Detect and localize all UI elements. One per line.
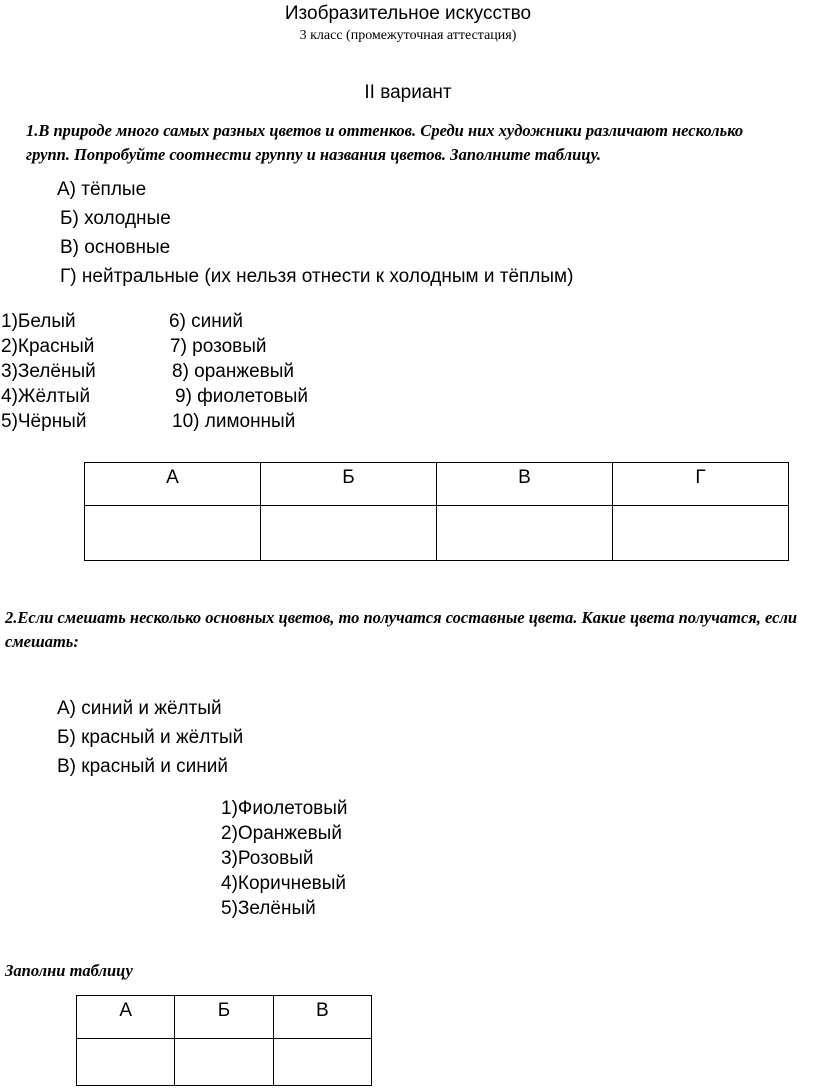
mix-option: А) синий и жёлтый <box>57 698 222 719</box>
answer-option: 2)Оранжевый <box>221 823 342 844</box>
task1-answer-table <box>84 462 789 561</box>
answer-cell[interactable] <box>77 1039 175 1086</box>
table-header-cell: В <box>437 463 613 506</box>
color-item: 7) розовый <box>170 336 267 357</box>
color-item: 9) фиолетовый <box>175 386 309 407</box>
color-item: 2)Красный <box>1 336 95 357</box>
answer-cell[interactable] <box>613 506 789 561</box>
group-option: В) основные <box>60 237 171 258</box>
table-header-cell: А <box>77 996 175 1039</box>
task2-answers <box>221 796 348 921</box>
answer-option: 3)Розовый <box>221 848 314 869</box>
color-item: 8) оранжевый <box>172 361 295 382</box>
color-item: 1)Белый <box>1 311 76 332</box>
color-item: 6) синий <box>169 311 244 332</box>
group-option: Б) холодные <box>60 208 171 229</box>
task1-question: 1.В природе много самых разных цветов и оттенков. Среди них художники различают несколько групп. Попробуйте соотнести группу и названия цветов. Заполните таблицу. <box>26 121 744 164</box>
answer-cell[interactable] <box>261 506 437 561</box>
group-option: А) тёплые <box>57 179 147 200</box>
color-list-left <box>1 309 96 434</box>
table-header-cell: В <box>273 996 371 1039</box>
color-item: 4)Жёлтый <box>1 386 91 407</box>
answer-cell[interactable] <box>437 506 613 561</box>
answer-option: 1)Фиолетовый <box>221 798 348 819</box>
fill-table-label: Заполни таблицу <box>5 961 133 980</box>
table-header-cell: Г <box>613 463 789 506</box>
color-item: 10) лимонный <box>172 411 296 432</box>
color-item: 5)Чёрный <box>1 411 87 432</box>
mix-option: Б) красный и жёлтый <box>57 727 244 748</box>
color-list-right <box>169 309 308 434</box>
mix-option: В) красный и синий <box>57 756 228 777</box>
variant-label: II вариант <box>364 82 452 103</box>
answer-cell[interactable] <box>85 506 261 561</box>
table-header-cell: А <box>85 463 261 506</box>
answer-option: 5)Зелёный <box>221 898 316 919</box>
group-option: Г) нейтральные (их нельзя отнести к холодным и тёплым) <box>60 266 574 287</box>
color-item: 3)Зелёный <box>1 361 96 382</box>
table-header-cell: Б <box>261 463 437 506</box>
table-header-cell: Б <box>175 996 273 1039</box>
answer-option: 4)Коричневый <box>221 873 347 894</box>
answer-cell[interactable] <box>175 1039 273 1086</box>
answer-cell[interactable] <box>273 1039 371 1086</box>
page-title: Изобразительное искусство <box>284 3 532 24</box>
task1-groups <box>57 175 573 291</box>
task2-question: 2.Если смешать несколько основных цветов, то получатся составные цвета. Какие цвета получатся, если смешать: <box>5 608 798 651</box>
task2-answer-table <box>76 995 372 1086</box>
page-subtitle: 3 класс (промежуточная аттестация) <box>299 28 517 43</box>
task2-mixes <box>57 694 243 781</box>
